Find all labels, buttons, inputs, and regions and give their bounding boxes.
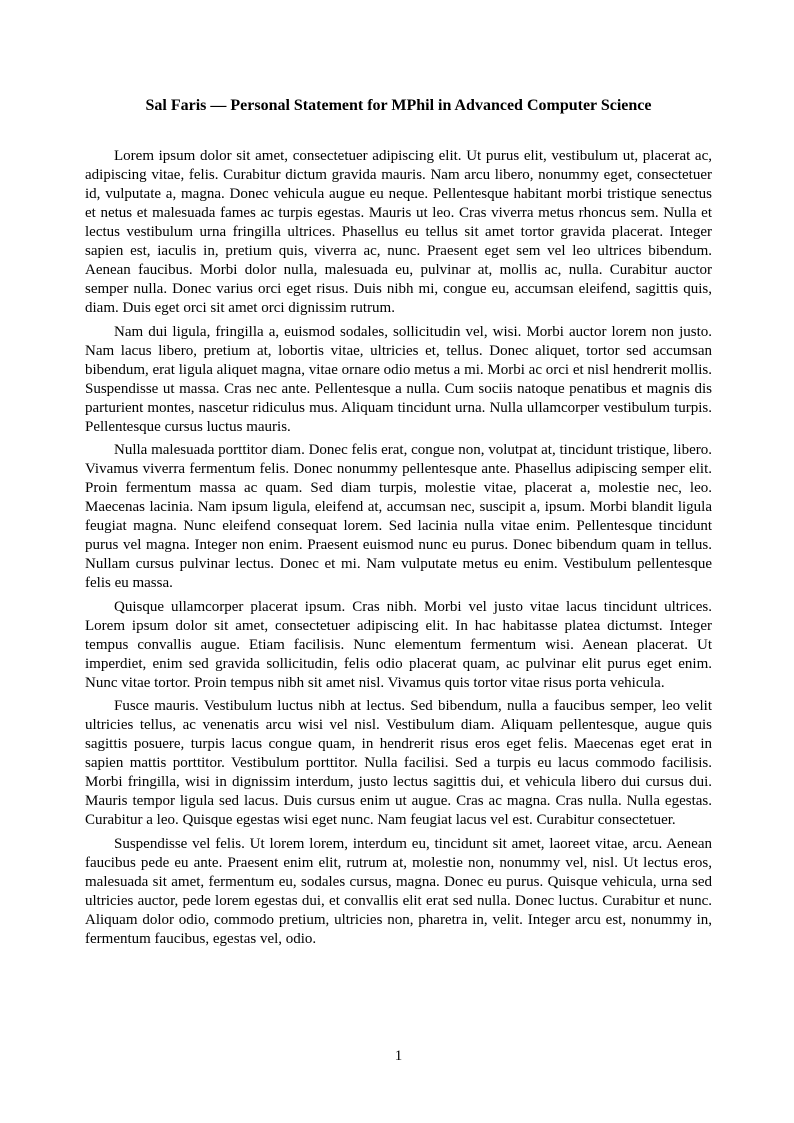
paragraph-2: Nam dui ligula, fringilla a, euismod sodales, sollicitudin vel, wisi. Morbi auctor lorem non justo. Nam lacus libero, pretium at, lobortis vitae, ultricies et, tellus. Donec aliquet, tortor sed accumsan bibendum, erat ligula aliquet magna, vitae ornare odio metus a mi. Morbi ac orci et nisl hendrerit mollis. Suspendisse ut massa. Cras nec ante. Pellentesque a nulla. Cum sociis natoque penatibus et magnis dis parturient montes, nascetur ridiculus mus. Aliquam tincidunt urna. Nulla ullamcorper vestibulum turpis. Pellentesque cursus luctus mauris.: [85, 323, 712, 435]
page-number: 1: [394, 1048, 403, 1064]
paragraph-6: Suspendisse vel felis. Ut lorem lorem, interdum eu, tincidunt sit amet, laoreet vitae, arcu. Aenean faucibus pede eu ante. Praesent enim elit, rutrum at, molestie non, nonummy vel, nisl. Ut lectus eros, malesuada sit amet, fermentum eu, sodales cursus, magna. Donec eu purus. Quisque vehicula, urna sed ultricies auctor, pede lorem egestas dui, et convallis elit erat sed nulla. Donec luctus. Curabitur et nunc. Aliquam dolor odio, commodo pretium, ultricies non, pharetra in, velit. Integer arcu est, nonummy in, fermentum faucibus, egestas vel, odio.: [85, 835, 712, 947]
document-body: [85, 147, 712, 953]
paragraph-1: Lorem ipsum dolor sit amet, consectetuer adipiscing elit. Ut purus elit, vestibulum ut, placerat ac, adipiscing vitae, felis. Curabitur dictum gravida mauris. Nam arcu libero, nonummy eget, consectetuer id, vulputate a, magna. Donec vehicula augue eu neque. Pellentesque habitant morbi tristique senectus et netus et malesuada fames ac turpis egestas. Mauris ut leo. Cras viverra metus rhoncus sem. Nulla et lectus vestibulum urna fringilla ultrices. Phasellus eu tellus sit amet tortor gravida placerat. Integer sapien est, iaculis in, pretium quis, viverra ac, nunc. Praesent eget sem vel leo ultrices bibendum. Aenean faucibus. Morbi dolor nulla, malesuada eu, pulvinar at, mollis ac, nulla. Curabitur auctor semper nulla. Donec varius orci eget risus. Duis nibh mi, congue eu, accumsan eleifend, sagittis quis, diam. Duis eget orci sit amet orci dignissim rutrum.: [85, 148, 712, 316]
paragraph-3: Nulla malesuada porttitor diam. Donec felis erat, congue non, volutpat at, tincidunt tristique, libero. Vivamus viverra fermentum felis. Donec nonummy pellentesque ante. Phasellus adipiscing semper elit. Proin fermentum massa ac quam. Sed diam turpis, molestie vitae, placerat a, molestie nec, leo. Maecenas lacinia. Nam ipsum ligula, eleifend at, accumsan nec, suscipit a, ipsum. Morbi blandit ligula feugiat magna. Nunc eleifend consequat lorem. Sed lacinia nulla vitae enim. Pellentesque tincidunt purus vel magna. Integer non enim. Praesent euismod nunc eu purus. Donec bibendum quam in tellus. Nullam cursus pulvinar lectus. Donec et mi. Nam vulputate metus eu enim. Vestibulum pellentesque felis eu massa.: [85, 442, 712, 591]
paragraph-5: Fusce mauris. Vestibulum luctus nibh at lectus. Sed bibendum, nulla a faucibus semper, leo velit ultricies tellus, ac venenatis arcu wisi vel nisl. Vestibulum diam. Aliquam pellentesque, augue quis sagittis posuere, turpis lacus congue quam, in hendrerit risus eros eget felis. Maecenas eget erat in sapien mattis porttitor. Vestibulum porttitor. Nulla facilisi. Sed a turpis eu lacus commodo facilisis. Morbi fringilla, wisi in dignissim interdum, justo lectus sagittis dui, et vehicula libero dui cursus dui. Mauris tempor ligula sed lacus. Duis cursus enim ut augue. Cras ac magna. Cras nulla. Nulla egestas. Curabitur a leo. Quisque egestas wisi eget nunc. Nam feugiat lacus vel est. Curabitur consectetuer.: [85, 698, 712, 828]
document-title: Sal Faris — Personal Statement for MPhil in Advanced Computer Science: [145, 97, 652, 114]
paragraph-4: Quisque ullamcorper placerat ipsum. Cras nibh. Morbi vel justo vitae lacus tincidunt ultrices. Lorem ipsum dolor sit amet, consectetuer adipiscing elit. In hac habitasse platea dictumst. Integer tempus convallis augue. Etiam facilisis. Nunc elementum fermentum wisi. Aenean placerat. Ut imperdiet, enim sed gravida sollicitudin, felis odio placerat quam, ac pulvinar elit purus eget enim. Nunc vitae tortor. Proin tempus nibh sit amet nisl. Vivamus quis tortor vitae risus porta vehicula.: [85, 598, 712, 691]
